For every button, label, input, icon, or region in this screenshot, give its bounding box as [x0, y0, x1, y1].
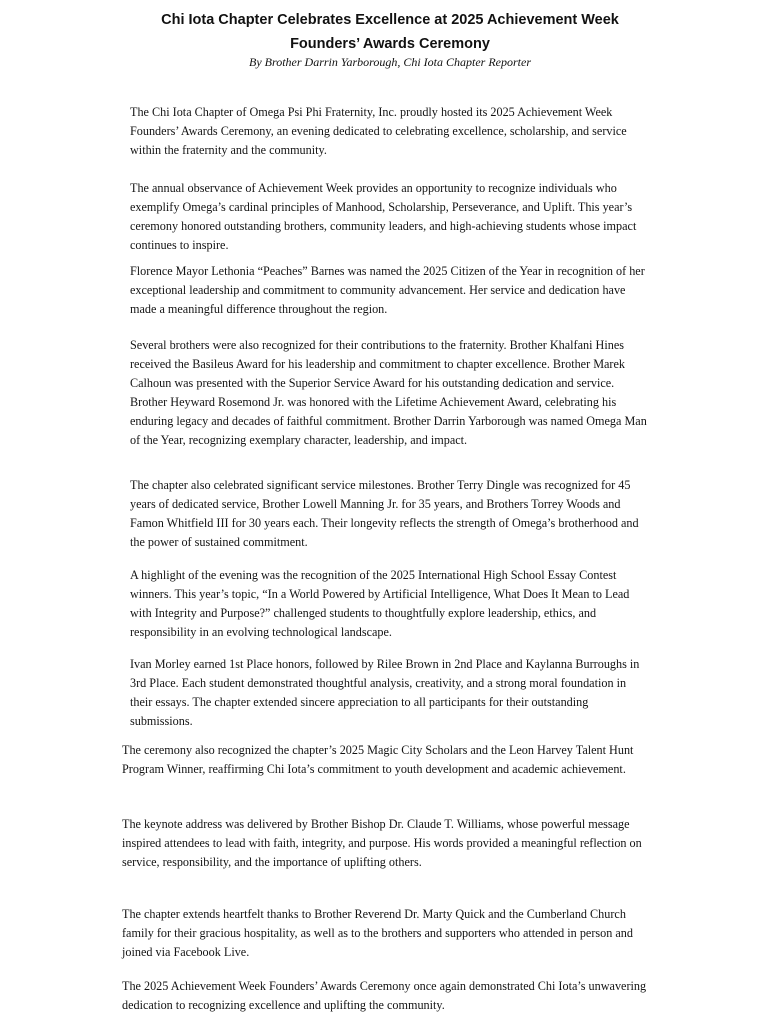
paragraph-achievement-week: The annual observance of Achievement Week provides an opportunity to recognize individuals who exemplify Omega’s cardinal principles of Manhood, Scholarship, Perseverance, and Uplift. This year’s ceremony honored outstanding brothers, community leaders, and high-achieving students whose impact continues to inspire.	[130, 181, 637, 252]
paragraph-thanks: The chapter extends heartfelt thanks to Brother Reverend Dr. Marty Quick and the Cumberland Church family for their gracious hospitality, as well as to the brothers and supporters who attended in person and joined via Facebook Live.	[122, 907, 633, 959]
paragraph-intro: The Chi Iota Chapter of Omega Psi Phi Fraternity, Inc. proudly hosted its 2025 Achievement Week Founders’ Awards Ceremony, an evening dedicated to celebrating excellence, scholarship, and service within the fraternity and the community.	[130, 105, 627, 157]
paragraph-brother-awards: Several brothers were also recognized for their contributions to the fraternity. Brother Khalfani Hines received the Basileus Award for his leadership and commitment to chapter excellence. Brother Marek Calhoun was presented with the Superior Service Award for his outstanding dedication and service. Brother Heyward Rosemond Jr. was honored with the Lifetime Achievement Award, celebrating his enduring legacy and decades of faithful commitment. Brother Darrin Yarborough was named Omega Man of the Year, recognizing exemplary character, leadership, and impact.	[130, 338, 647, 447]
article-title-line-2: Founders’ Awards Ceremony	[290, 36, 490, 52]
paragraph-citizen-of-year: Florence Mayor Lethonia “Peaches” Barnes was named the 2025 Citizen of the Year in recognition of her exceptional leadership and commitment to community advancement. Her service and dedication have made a meaningful difference throughout the region.	[130, 264, 645, 316]
paragraph-essay-winners: Ivan Morley earned 1st Place honors, followed by Rilee Brown in 2nd Place and Kaylanna Burroughs in 3rd Place. Each student demonstrated thoughtful analysis, creativity, and a strong moral foundation in their essays. The chapter extended sincere appreciation to all participants for their outstanding submissions.	[130, 657, 640, 728]
article-title-line-1: Chi Iota Chapter Celebrates Excellence at 2025 Achievement Week	[161, 12, 619, 28]
paragraph-essay-contest: A highlight of the evening was the recognition of the 2025 International High School Essay Contest winners. This year’s topic, “In a World Powered by Artificial Intelligence, What Does It Mean to Lead with Integrity and Purpose?” challenged students to thoughtfully explore leadership, ethics, and responsibility in an evolving technological landscape.	[130, 568, 630, 639]
paragraph-scholars: The ceremony also recognized the chapter’s 2025 Magic City Scholars and the Leon Harvey Talent Hunt Program Winner, reaffirming Chi Iota’s commitment to youth development and academic achievement.	[122, 743, 634, 776]
article-byline: By Brother Darrin Yarborough, Chi Iota Chapter Reporter	[248, 55, 531, 69]
paragraph-keynote: The keynote address was delivered by Brother Bishop Dr. Claude T. Williams, whose powerful message inspired attendees to lead with faith, integrity, and purpose. His words provided a meaningful reflection on service, responsibility, and the importance of uplifting others.	[122, 817, 642, 869]
paragraph-service-milestones: The chapter also celebrated significant service milestones. Brother Terry Dingle was recognized for 45 years of dedicated service, Brother Lowell Manning Jr. for 35 years, and Brothers Torrey Woods and Famon Whitfield III for 30 years each. Their longevity reflects the strength of Omega’s brotherhood and the power of sustained commitment.	[130, 478, 639, 549]
paragraph-closing: The 2025 Achievement Week Founders’ Awards Ceremony once again demonstrated Chi Iota’s unwavering dedication to recognizing excellence and uplifting the community.	[122, 979, 647, 1012]
